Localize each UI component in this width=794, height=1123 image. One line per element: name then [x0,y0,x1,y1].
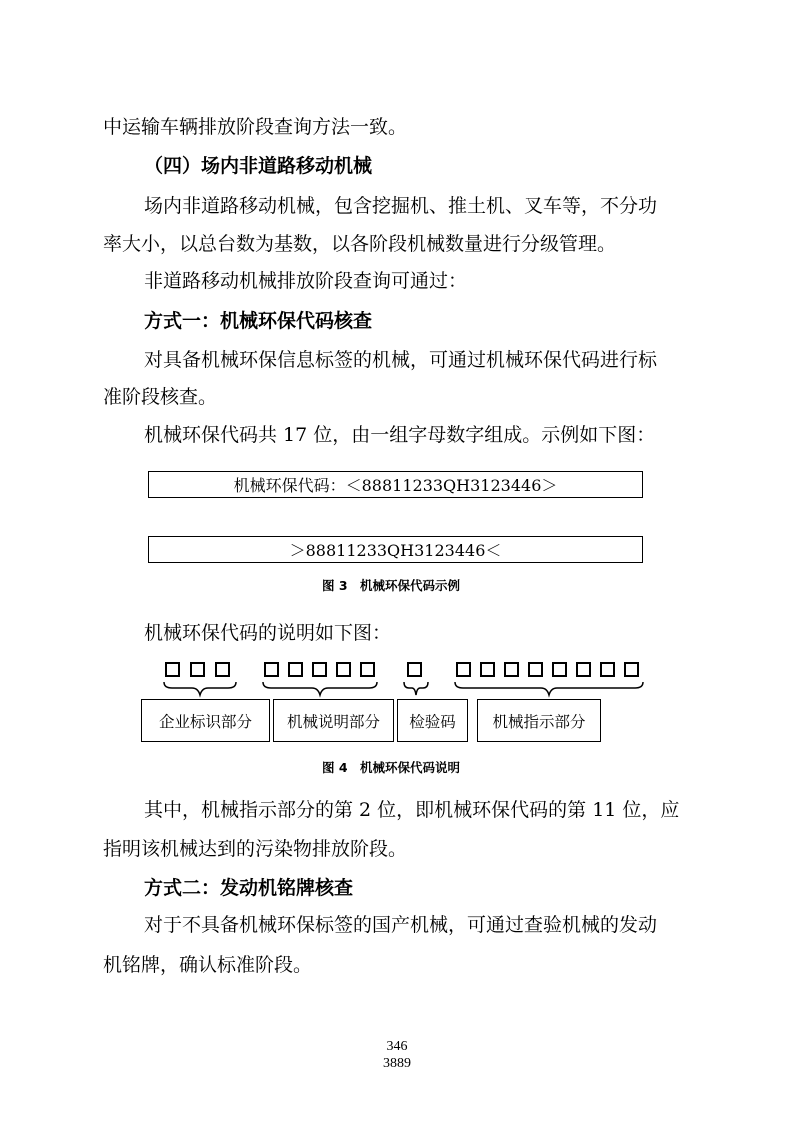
method1-heading: 方式一：机械环保代码核查 [144,310,373,332]
digit-box [552,662,567,677]
brace-description [261,680,379,698]
code-example-text-1: 机械环保代码：＜88811233QH3123446＞ [233,476,558,495]
digit-box [600,662,615,677]
code-example-box-1 [148,471,643,498]
label-check-code [397,699,468,742]
brace-enterprise [162,680,238,698]
digit-box [624,662,639,677]
section-heading: （四）场内非道路移动机械 [144,155,373,177]
paragraph-line: 率大小，以总台数为基数，以各阶段机械数量进行分级管理。 [103,233,617,255]
label-enterprise-id [141,699,270,742]
digit-box [456,662,471,677]
digit-box [288,662,303,677]
digit-box [480,662,495,677]
digit-box [407,662,422,677]
paragraph-line: 场内非道路移动机械，包含挖掘机、推土机、叉车等，不分功 [144,195,658,217]
paragraph-continuation: 中运输车辆排放阶段查询方法一致。 [103,116,408,138]
paragraph-line: 其中，机械指示部分的第 2 位，即机械环保代码的第 11 位，应 [144,799,680,821]
figure3-caption: 图 3 机械环保代码示例 [322,578,461,593]
paragraph-line: 机铭牌，确认标准阶段。 [103,954,313,976]
digit-box [504,662,519,677]
paragraph-line: 对于不具备机械环保标签的国产机械，可通过查验机械的发动 [144,914,658,936]
label-machine-description [273,699,394,742]
page-number: 346 [386,1039,408,1054]
paragraph-line: 机械环保代码共 17 位，由一组字母数字组成。示例如下图： [144,424,656,446]
paragraph-line: 准阶段核查。 [103,386,218,408]
paragraph-line: 指明该机械达到的污染物排放阶段。 [103,838,408,860]
label-text: 机械说明部分 [286,712,380,731]
digit-box [190,662,205,677]
digit-box [312,662,327,677]
brace-checkcode [402,680,430,698]
digit-box [336,662,351,677]
digit-box [264,662,279,677]
label-text: 机械指示部分 [492,712,586,731]
method2-heading: 方式二：发动机铭牌核查 [144,877,354,899]
code-example-box-2 [148,536,643,563]
code-example-text-2: ＞88811233QH3123446＜ [289,541,502,560]
digit-box [165,662,180,677]
label-text: 企业标识部分 [158,712,252,731]
digit-box [528,662,543,677]
label-machine-indicator [477,699,601,742]
digit-box [215,662,230,677]
figure4-caption: 图 4 机械环保代码说明 [322,760,461,775]
total-page-number: 3889 [383,1056,411,1071]
digit-box [576,662,591,677]
label-text: 检验码 [409,712,456,731]
brace-indicator [453,680,645,698]
digit-box [360,662,375,677]
paragraph-line: 对具备机械环保信息标签的机械，可通过机械环保代码进行标 [144,349,658,371]
paragraph-line: 机械环保代码的说明如下图： [144,622,392,644]
paragraph-line: 非道路移动机械排放阶段查询可通过： [144,270,468,292]
